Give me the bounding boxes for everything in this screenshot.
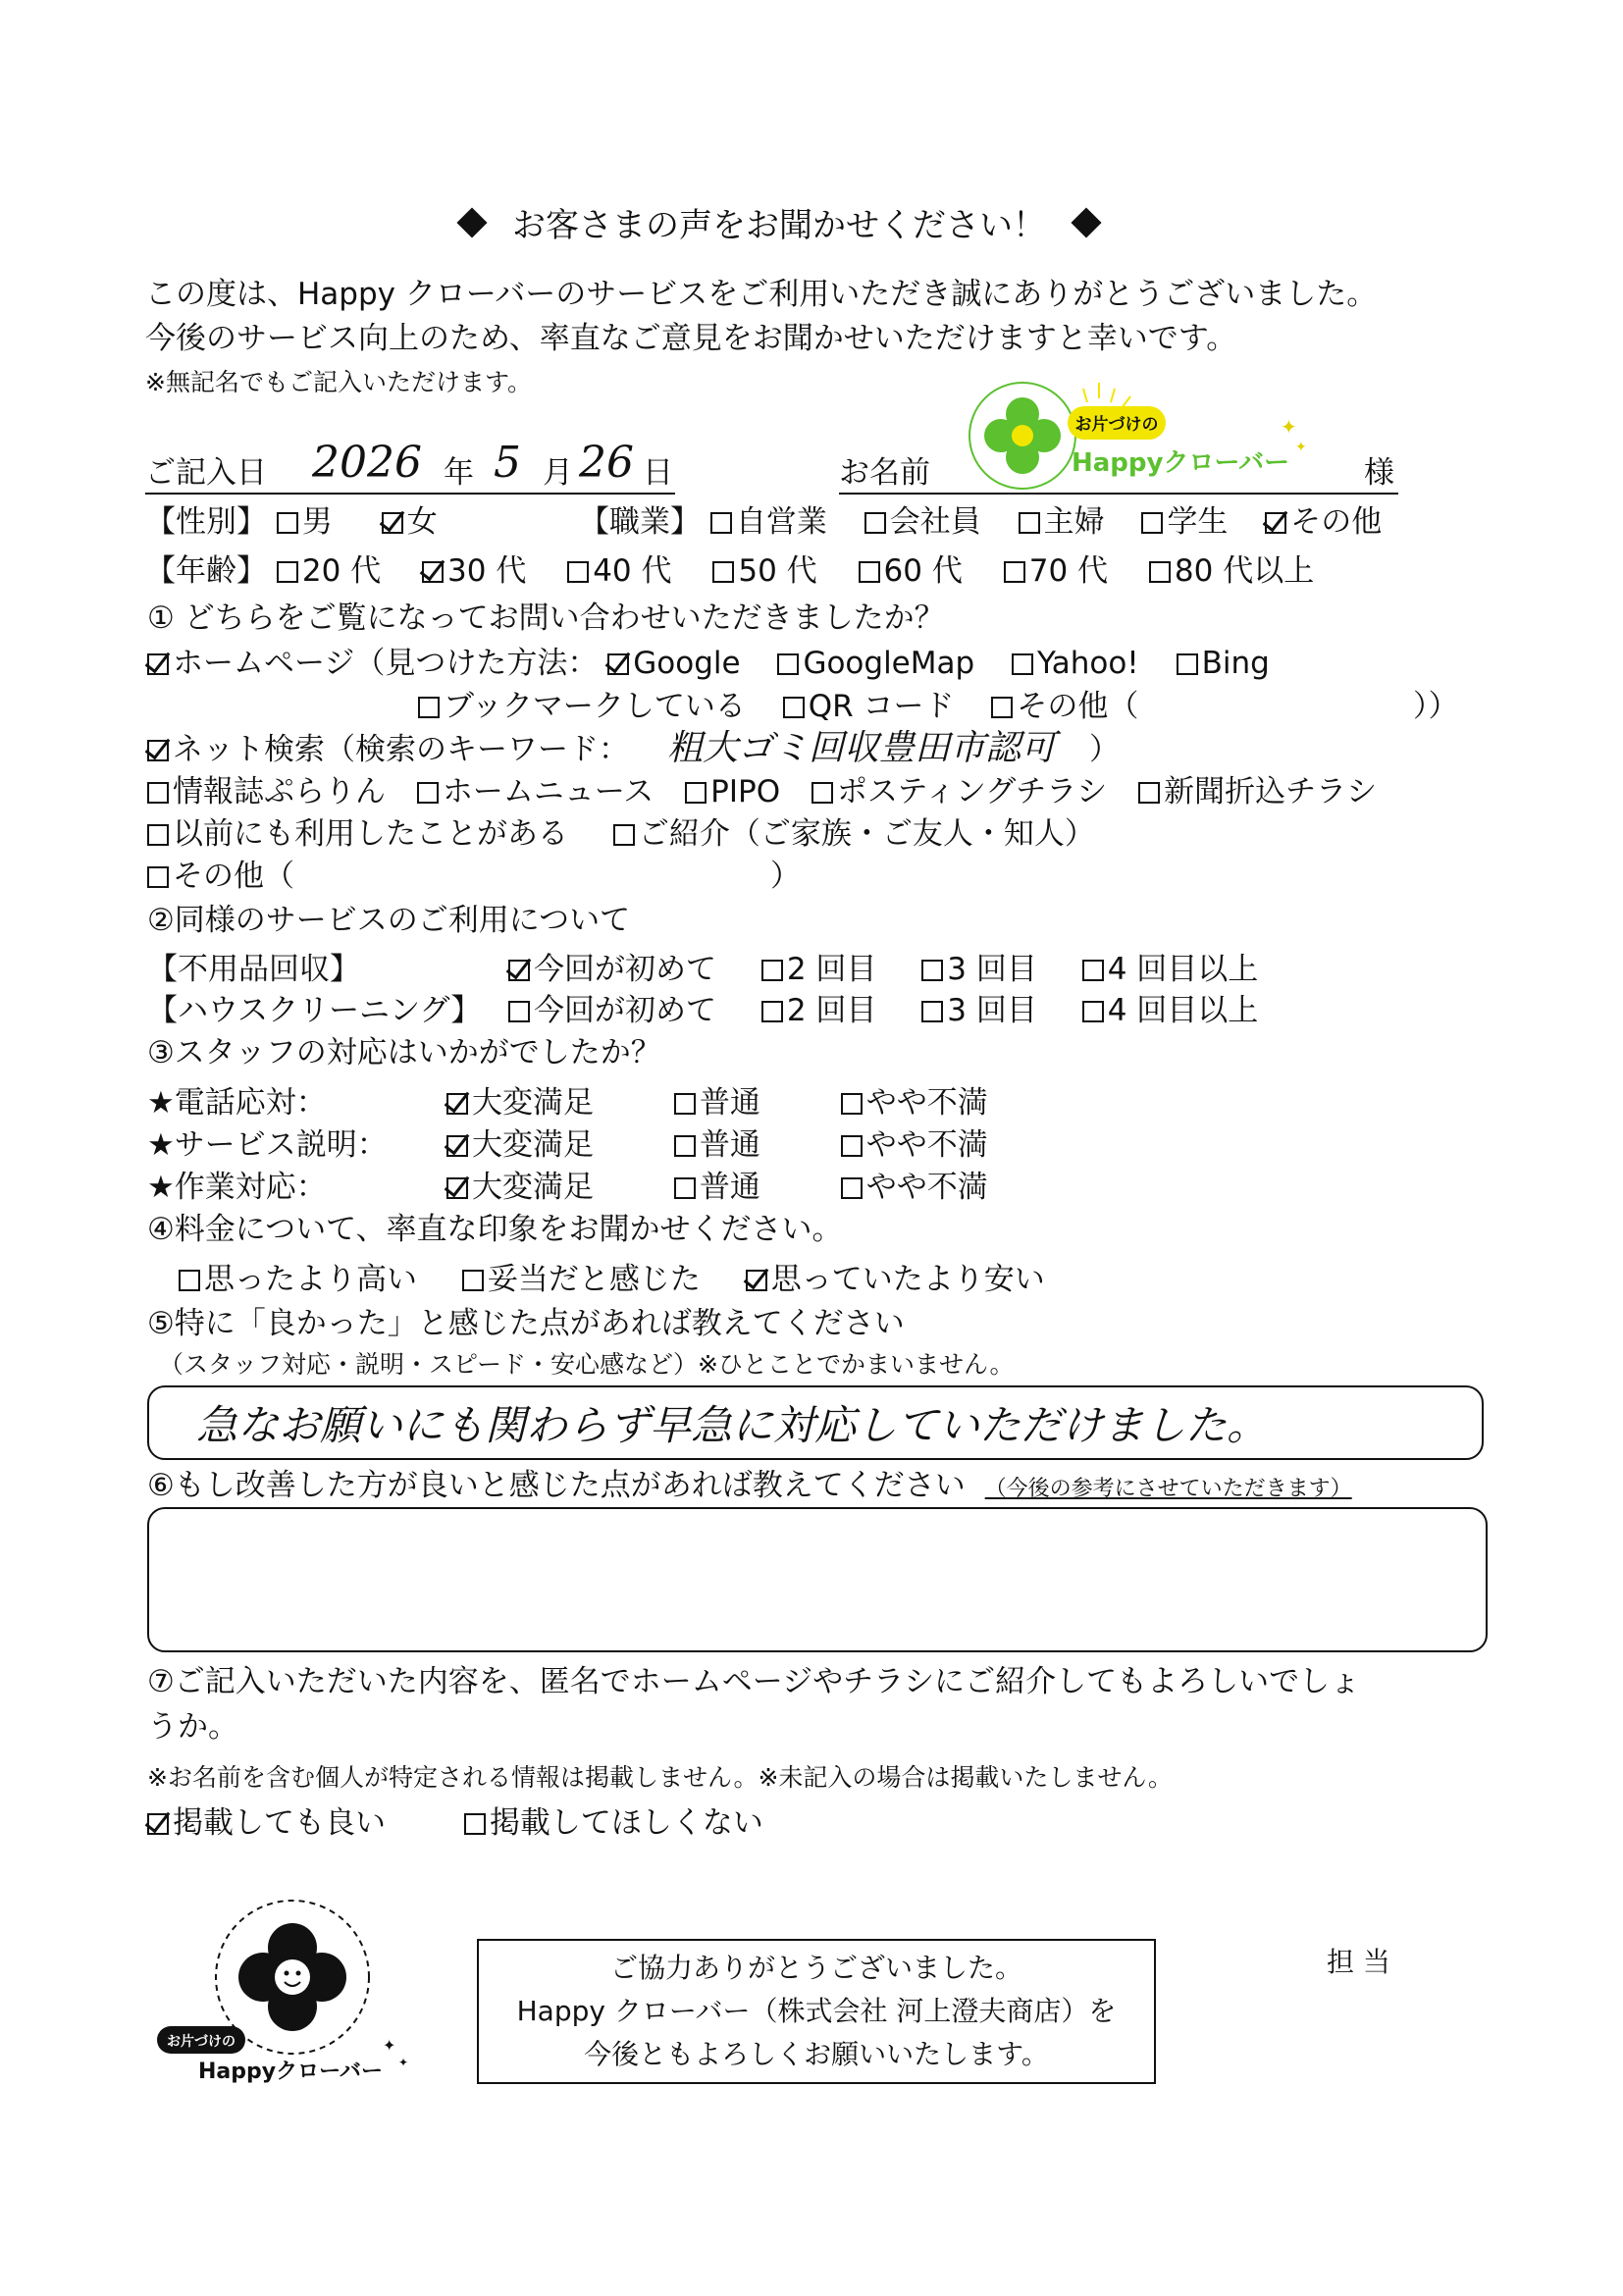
gender-male-option[interactable]: 男: [277, 504, 333, 540]
checkbox[interactable]: [761, 1001, 783, 1022]
net-search-option[interactable]: ネット検索（検索のキーワード：: [147, 732, 629, 767]
source-option[interactable]: GoogleMap: [777, 646, 974, 681]
checkbox[interactable]: [613, 824, 635, 846]
q7-question: ⑦ご記入いただいた内容を、匿名でホームページやチラシにご紹介してもよろしいでしょ: [147, 1664, 1361, 1699]
gender-row: [145, 502, 477, 542]
checkbox[interactable]: [812, 782, 833, 804]
q3-label: ★電話応対：: [147, 1085, 327, 1121]
checkbox[interactable]: [422, 561, 444, 583]
row-label: 【ハウスクリーニング】: [147, 993, 482, 1028]
q7-question-cont: うか。: [147, 1709, 238, 1745]
checkbox[interactable]: [921, 1001, 943, 1022]
count-option[interactable]: 今回が初めて: [508, 952, 716, 987]
q2-options-junk: [508, 950, 1258, 989]
q3-question: ③スタッフの対応はいかがでしたか？: [147, 1035, 661, 1070]
rating-option[interactable]: 大変満足: [446, 1127, 594, 1163]
checkbox[interactable]: [446, 1093, 468, 1115]
rating-option[interactable]: やや不満: [841, 1085, 988, 1121]
job-option[interactable]: 自営業: [710, 504, 827, 540]
checkbox[interactable]: [147, 866, 169, 888]
count-option[interactable]: 2 回目: [761, 952, 877, 987]
diamond-icon: [1071, 207, 1101, 237]
q1-referral-row: [147, 814, 1095, 854]
name-suffix: 様: [1364, 455, 1394, 491]
age-option[interactable]: 50 代: [712, 553, 816, 589]
net-close-paren: ）: [1089, 732, 1120, 767]
q6-answer-box[interactable]: [147, 1507, 1488, 1652]
checkbox[interactable]: [1141, 512, 1163, 534]
q3-label: ★作業対応：: [147, 1170, 327, 1205]
count-option[interactable]: 2 回目: [761, 993, 877, 1028]
checkbox[interactable]: [417, 782, 439, 804]
month-unit: 月: [543, 455, 573, 491]
brand-logo: [962, 375, 1315, 491]
q3-options: [446, 1168, 988, 1207]
rating-option[interactable]: 普通: [674, 1085, 760, 1121]
footer-logo: [155, 1894, 449, 2090]
svg-text:✦: ✦: [1281, 415, 1297, 439]
checkbox[interactable]: [508, 960, 530, 981]
media-option[interactable]: 情報誌ぷらりん: [147, 774, 386, 809]
q4-options: [179, 1260, 1045, 1299]
checkbox[interactable]: [674, 1135, 696, 1157]
checkbox[interactable]: [147, 1813, 169, 1835]
q5-answer[interactable]: 急なお願いにも関わらず早急に対応していただけました。: [196, 1401, 1269, 1449]
clover-logo: [962, 375, 1315, 491]
checkbox[interactable]: [147, 653, 169, 675]
intro-line: この度は、Happy クローバーのサービスをご利用いただき誠にありがとうございました。: [145, 277, 1378, 312]
checkbox[interactable]: [710, 512, 732, 534]
svg-text:お片づけの: お片づけの: [167, 2034, 236, 2050]
age-option[interactable]: 80 代以上: [1149, 553, 1314, 589]
svg-text:お片づけの: お片づけの: [1074, 415, 1159, 435]
checkbox[interactable]: [1265, 512, 1286, 534]
svg-text:✦: ✦: [383, 2036, 396, 2055]
q1-net-row: [147, 730, 629, 769]
q6-question-row: [147, 1466, 1352, 1509]
q3-label: ★サービス説明：: [147, 1127, 388, 1163]
age-option[interactable]: 30 代: [422, 553, 526, 589]
age-option[interactable]: 60 代: [859, 553, 963, 589]
svg-text:✦: ✦: [398, 2056, 409, 2069]
rating-option[interactable]: やや不満: [841, 1127, 988, 1163]
svg-text:✦: ✦: [1295, 440, 1307, 455]
source-option[interactable]: Bing: [1177, 646, 1270, 681]
checkbox[interactable]: [1149, 561, 1171, 583]
row-label: 【不用品回収】: [147, 952, 360, 987]
q5-note: （スタッフ対応・説明・スピード・安心感など）※ひとことでかまいません。: [159, 1350, 1015, 1379]
intro-line: 今後のサービス向上のため、率直なご意見をお聞かせいただけますと幸いです。: [145, 321, 1237, 356]
q3-options: [446, 1083, 988, 1122]
price-option[interactable]: 妥当だと感じた: [462, 1262, 701, 1297]
media-option[interactable]: 新聞折込チラシ: [1138, 774, 1377, 809]
gender-male-checkbox[interactable]: [277, 512, 298, 534]
svg-text:Happyクローバー: Happyクローバー: [1072, 448, 1290, 478]
checkbox[interactable]: [607, 653, 629, 675]
thanks-line: ご協力ありがとうございました。: [609, 1952, 1022, 1984]
rating-option[interactable]: やや不満: [841, 1170, 988, 1205]
source-option[interactable]: ブックマークしている: [418, 689, 746, 724]
checkbox[interactable]: [464, 1813, 486, 1835]
q2-row-junk: [147, 950, 360, 989]
checkbox[interactable]: [864, 512, 886, 534]
checkbox[interactable]: [1012, 653, 1033, 675]
gender-label: 【性別】: [145, 504, 267, 540]
gender-female-option[interactable]: 女: [382, 504, 438, 540]
name-label: お名前: [839, 455, 930, 491]
checkbox[interactable]: [674, 1177, 696, 1199]
price-option[interactable]: 思ったより高い: [179, 1262, 417, 1297]
checkbox[interactable]: [841, 1177, 863, 1199]
other-close-paren: ）: [770, 859, 801, 894]
intro-note: ※無記名でもご記入いただけます。: [145, 368, 532, 396]
count-option[interactable]: 4 回目以上: [1082, 993, 1259, 1028]
job-option[interactable]: その他: [1265, 504, 1382, 540]
q7-note: ※お名前を含む個人が特定される情報は掲載しません。※未記入の場合は掲載いたしません。: [147, 1763, 1173, 1792]
checkbox[interactable]: [859, 561, 880, 583]
checkbox[interactable]: [446, 1135, 468, 1157]
checkbox[interactable]: [1082, 960, 1104, 981]
gender-female-checkbox[interactable]: [382, 512, 403, 534]
q3-options: [446, 1125, 988, 1165]
staff-label: 担 当: [1327, 1946, 1390, 1978]
checkbox[interactable]: [147, 824, 169, 846]
q1-other-row: [147, 857, 294, 896]
checkbox[interactable]: [746, 1270, 767, 1291]
checkbox[interactable]: [841, 1093, 863, 1115]
checkbox[interactable]: [1019, 512, 1040, 534]
count-option[interactable]: 4 回目以上: [1082, 952, 1259, 987]
checkbox[interactable]: [462, 1270, 484, 1291]
year-unit: 年: [444, 455, 474, 491]
count-option[interactable]: 今回が初めて: [508, 993, 716, 1028]
checkbox[interactable]: [147, 782, 169, 804]
checkbox[interactable]: [991, 697, 1013, 718]
date-month[interactable]: 5: [494, 438, 521, 488]
checkbox[interactable]: [1177, 653, 1198, 675]
job-label: 【職業】: [579, 504, 701, 540]
media-option[interactable]: ポスティングチラシ: [812, 774, 1107, 809]
date-underline: [145, 493, 675, 495]
checkbox[interactable]: [1138, 782, 1160, 804]
job-option[interactable]: 主婦: [1019, 504, 1105, 540]
q2-row-cleaning: [147, 991, 481, 1030]
search-keyword[interactable]: 粗大ゴミ回収豊田市認可: [667, 728, 1057, 768]
q2-question: ②同様のサービスのご利用について: [147, 903, 631, 938]
thanks-line: 今後ともよろしくお願いいたします。: [584, 2038, 1049, 2070]
q4-question: ④料金について、率直な印象をお聞かせください。: [147, 1212, 843, 1247]
day-unit: 日: [643, 455, 673, 491]
rating-option[interactable]: 普通: [674, 1127, 760, 1163]
media-option[interactable]: PIPO: [685, 774, 780, 809]
checkbox[interactable]: [783, 697, 805, 718]
rating-option[interactable]: 大変満足: [446, 1170, 594, 1205]
diamond-icon: [456, 207, 487, 237]
age-option[interactable]: 20 代: [277, 553, 381, 589]
q2-options-cleaning: [508, 991, 1258, 1030]
job-option[interactable]: 会社員: [864, 504, 981, 540]
q5-question: ⑤特に「良かった」と感じた点があれば教えてください: [147, 1306, 905, 1341]
checkbox[interactable]: [841, 1135, 863, 1157]
job-option[interactable]: 学生: [1141, 504, 1228, 540]
checkbox[interactable]: [277, 561, 298, 583]
rating-option[interactable]: 普通: [674, 1170, 760, 1205]
svg-text:Happyクローバー: Happyクローバー: [198, 2060, 383, 2084]
checkbox[interactable]: [674, 1093, 696, 1115]
checkbox[interactable]: [446, 1177, 468, 1199]
count-option[interactable]: 3 回目: [921, 952, 1037, 987]
publish-yes-option[interactable]: 掲載しても良い: [147, 1805, 386, 1841]
homepage-close-paren: ））: [1413, 689, 1459, 724]
q1-homepage-row: [147, 644, 1270, 683]
publish-no-option[interactable]: 掲載してほしくない: [464, 1805, 763, 1841]
form-title: お客さまの声をお聞かせください！: [512, 206, 1046, 245]
price-option[interactable]: 思っていたより安い: [746, 1262, 1045, 1297]
date-label: ご記入日: [145, 455, 267, 491]
checkbox[interactable]: [761, 960, 783, 981]
date-day[interactable]: 26: [579, 438, 634, 488]
q6-question: ⑥もし改善した方が良いと感じた点があれば教えてください: [147, 1468, 966, 1503]
date-year[interactable]: 2026: [312, 438, 422, 488]
source-option[interactable]: Google: [607, 646, 740, 681]
checkbox[interactable]: [418, 697, 440, 718]
count-option[interactable]: 3 回目: [921, 993, 1037, 1028]
q7-options: [147, 1803, 763, 1843]
homepage-option[interactable]: ホームページ（見つけた方法：: [147, 646, 598, 681]
age-row: [145, 551, 1314, 591]
age-option[interactable]: 40 代: [567, 553, 671, 589]
q1-media-row: [147, 772, 1377, 811]
age-label: 【年齢】: [145, 553, 267, 589]
checkbox[interactable]: [685, 782, 707, 804]
other-option[interactable]: その他（: [147, 859, 294, 894]
checkbox[interactable]: [508, 1001, 530, 1022]
q1-question: ① どちらをご覧になってお問い合わせいただきましたか？: [147, 600, 945, 636]
checkbox[interactable]: [921, 960, 943, 981]
source-option[interactable]: その他（: [991, 689, 1138, 724]
referral-option[interactable]: ご紹介（ご家族・ご友人・知人）: [613, 816, 1095, 852]
checkbox[interactable]: [712, 561, 734, 583]
source-option[interactable]: Yahoo!: [1012, 646, 1139, 681]
thanks-line: Happy クローバー（株式会社 河上澄夫商店）を: [516, 1995, 1117, 2027]
form-title-row: [432, 206, 1126, 245]
media-option[interactable]: ホームニュース: [417, 774, 654, 809]
checkbox[interactable]: [179, 1270, 200, 1291]
checkbox[interactable]: [567, 561, 589, 583]
clover-logo: [155, 1894, 449, 2090]
age-option[interactable]: 70 代: [1004, 553, 1108, 589]
checkbox[interactable]: [1004, 561, 1025, 583]
checkbox[interactable]: [147, 740, 169, 761]
name-underline: [839, 493, 1398, 495]
q6-note: （今後の参考にさせていただきます）: [984, 1477, 1352, 1501]
source-option[interactable]: QR コード: [783, 689, 955, 724]
job-row: [579, 502, 1382, 542]
rating-option[interactable]: 大変満足: [446, 1085, 594, 1121]
checkbox[interactable]: [777, 653, 799, 675]
repeat-option[interactable]: 以前にも利用したことがある: [147, 816, 568, 852]
checkbox[interactable]: [1082, 1001, 1104, 1022]
